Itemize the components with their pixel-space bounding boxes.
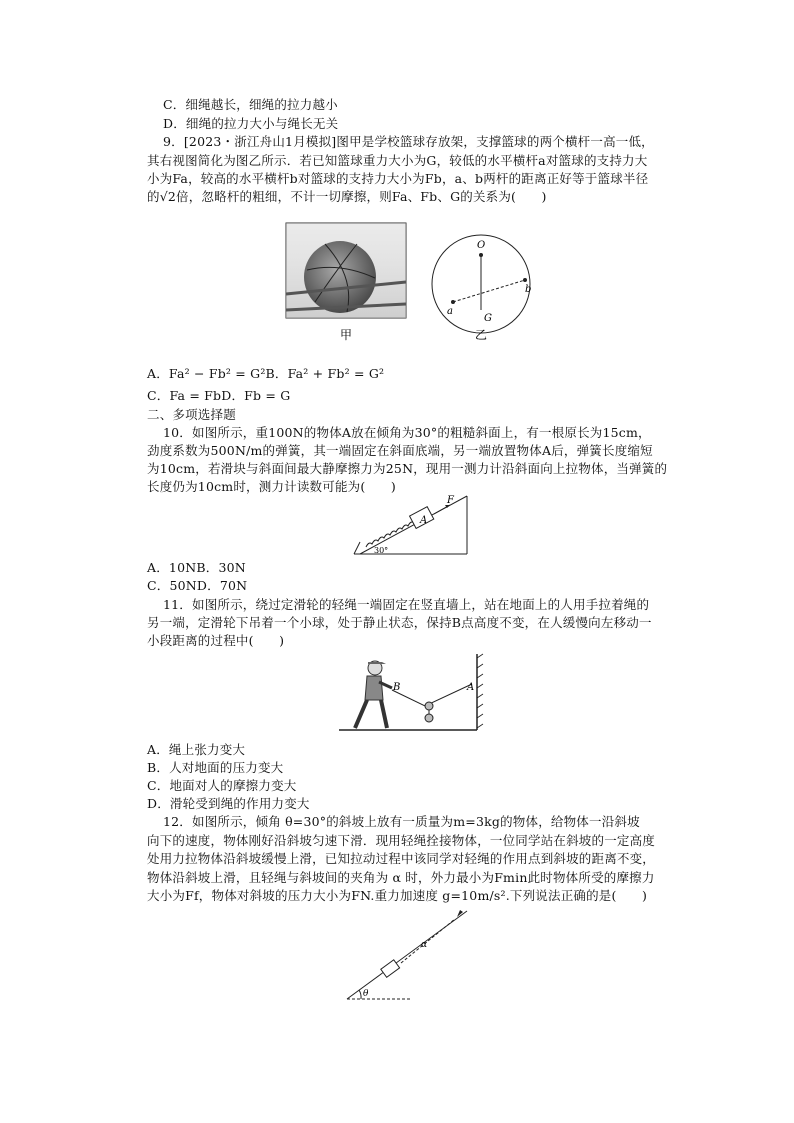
- label-b: b: [525, 284, 532, 295]
- label-o: O: [477, 240, 486, 251]
- q12-line-2: 向下的速度，物体刚好沿斜坡匀速下滑．现用轻绳拴接物体，一位同学站在斜坡的一定高度: [147, 833, 656, 848]
- q9-line-3: 小为Fa，较高的水平横杆b对篮球的支持力大小为Fb，a、b两杆的距离正好等于篮球半径: [147, 171, 649, 186]
- q11-option-b: B．人对地面的压力变大: [147, 760, 284, 775]
- label-jia: 甲: [339, 328, 353, 342]
- q10-line-3: 为10cm，若滑块与斜面间最大静摩擦力为25N，现用一测力计沿斜面向上拉物体，当弹簧的: [147, 461, 668, 476]
- q10-option-cd: C．50ND．70N: [147, 578, 248, 593]
- q10-option-ab: A．10NB．30N: [147, 560, 246, 575]
- label-a: A: [467, 682, 475, 693]
- basketball: [304, 241, 376, 313]
- q11-option-d: D．滑轮受到绳的作用力变大: [147, 796, 310, 811]
- q12-line-4: 物体沿斜坡上滑，且轻绳与斜坡间的夹角为 α 时，外力最小为Fmin此时物体所受的摩擦力: [147, 870, 655, 885]
- q9-figure: [285, 222, 553, 346]
- label-angle-30: 30°: [374, 546, 389, 555]
- q12-line-3: 处用力拉物体沿斜坡缓慢上滑，已知拉动过程中该同学对轻绳的作用点到斜坡的距离不变，: [147, 851, 656, 866]
- q11-option-c: C．地面对人的摩擦力变大: [147, 778, 297, 793]
- option-d-q8: D．细绳的拉力大小与绳长无关: [163, 116, 339, 131]
- label-g: G: [484, 313, 492, 324]
- pulley: [425, 702, 433, 710]
- q9-option-ab: A．Fa² − Fb² = G²B．Fa² + Fb² = G²: [147, 366, 385, 381]
- q9-line-4: 的√2倍，忽略杆的粗细，不计一切摩擦，则Fa、Fb、G的关系为( ): [147, 189, 547, 204]
- person: [355, 661, 392, 728]
- q12-line-1: 12．如图所示，倾角 θ=30°的斜坡上放有一质量为m=3kg的物体，给物体一沿斜坡: [163, 814, 640, 829]
- label-b: B: [393, 682, 401, 693]
- q10-line-4: 长度仍为10cm时，测力计读数可能为( ): [147, 479, 396, 494]
- q12-figure: [343, 905, 473, 1003]
- q9-line-2: 其右视图简化为图乙所示．若已知篮球重力大小为G，较低的水平横杆a对篮球的支持力大: [147, 153, 648, 168]
- q11-option-a: A．绳上张力变大: [147, 742, 246, 757]
- q9-option-cd: C．Fa = FbD．Fb = G: [147, 388, 291, 403]
- label-block-a: A: [420, 515, 428, 526]
- label-f: F: [447, 495, 454, 506]
- q11-line-3: 小段距离的过程中( ): [147, 633, 285, 648]
- q11-line-2: 另一端，定滑轮下吊着一个小球，处于静止状态，保持B点高度不变，在人缓慢向左移动一: [147, 615, 652, 630]
- label-theta: θ: [363, 989, 369, 999]
- q11-line-1: 11．如图所示，绕过定滑轮的轻绳一端固定在竖直墙上，站在地面上的人用手拉着绳的: [163, 597, 650, 612]
- q10-line-1: 10．如图所示，重100N的物体A放在倾角为30°的粗糙斜面上，有一根原长为15cm，: [163, 425, 651, 440]
- label-yi: 乙: [474, 328, 488, 342]
- q9-line-1: 9．[2023・浙江舟山1月模拟]图甲是学校篮球存放架，支撑篮球的两个横杆一高一低，: [163, 134, 654, 149]
- ball: [425, 714, 433, 722]
- q10-line-2: 劲度系数为500N/m的弹簧，其一端固定在斜面底端，另一端放置物体A后，弹簧长度缩短: [147, 443, 653, 458]
- q12-line-5: 大小为Ff，物体对斜坡的压力大小为FN.重力加速度 g=10m/s².下列说法正确的是( ): [147, 888, 648, 903]
- q11-figure: [337, 648, 487, 734]
- q10-figure: [352, 494, 472, 558]
- section-heading: 二、多项选择题: [147, 407, 236, 422]
- label-alpha: α: [421, 940, 428, 950]
- option-c-q8: C．细绳越长，细绳的拉力越小: [163, 97, 338, 112]
- label-a: a: [447, 306, 453, 317]
